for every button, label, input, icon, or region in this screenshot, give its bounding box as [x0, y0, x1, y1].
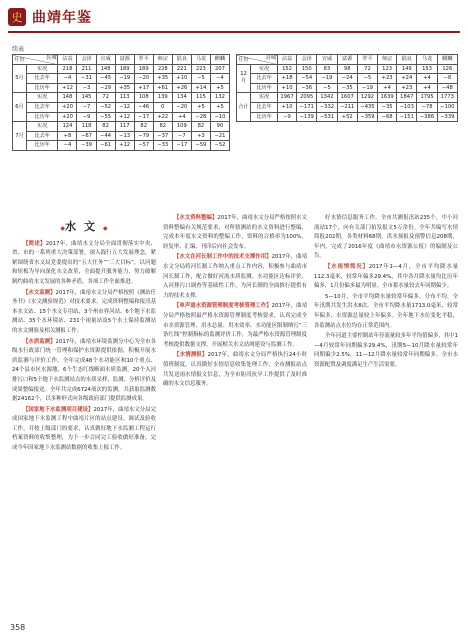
- value-cell: 90: [210, 122, 229, 132]
- value-cell: −7: [172, 131, 191, 141]
- value-cell: 189: [115, 64, 134, 74]
- paragraph-text: 2017年，曲靖分局严格按照最严格水资源管理制度考核要求，认真完成全市水资源管理、用水总量、用水效率、水功能区限制纳污“三条红线”控制指标的监测评价工作，为最严格水资源管理制度考核提供数据支撑，开展相关水文站网建设与监测工作。: [163, 303, 307, 348]
- column-header: 陆良: [397, 55, 417, 65]
- column-header: 会泽: [77, 55, 96, 65]
- table-row: [13, 141, 230, 151]
- value-cell: +26: [172, 83, 191, 93]
- value-cell: 82: [191, 122, 210, 132]
- value-cell: −45: [96, 74, 115, 84]
- column-header: 马龙: [191, 55, 210, 65]
- value-cell: −67: [77, 131, 96, 141]
- paragraph: [314, 332, 458, 370]
- value-cell: 223: [191, 64, 210, 74]
- value-cell: −12: [115, 102, 134, 112]
- column-header: 师宗: [378, 55, 397, 65]
- value-cell: +18: [278, 74, 297, 84]
- value-cell: +5: [191, 102, 210, 112]
- value-cell: −5: [317, 83, 337, 93]
- row-label-cell: 实况: [251, 64, 278, 74]
- value-cell: 207: [210, 64, 229, 74]
- value-cell: −19: [357, 83, 377, 93]
- value-cell: 108: [134, 93, 153, 103]
- value-cell: −54: [297, 74, 317, 84]
- header-rule: [8, 31, 460, 33]
- value-cell: 148: [96, 64, 115, 74]
- value-cell: 221: [172, 64, 191, 74]
- value-cell: 98: [337, 64, 357, 74]
- paragraph-text: 2017年，曲靖水文分局将河长制工作纳入重点工作内容，积极参与曲靖市河长制工作，配合做好河流水质监测、水功能区达标评价、入河排污口调查等基础性工作，为河长制的全面推行提供有力的技术支撑。: [163, 254, 307, 299]
- value-cell: +12: [115, 141, 134, 151]
- value-cell: −5: [357, 74, 377, 84]
- column-header: 宣威: [317, 55, 337, 65]
- yearbook-logo-icon: 史: [8, 8, 26, 26]
- paragraph-text: 2017年，曲靖水文分局完成国家地下水监测工程中曲靖片区的站点建设、调试及验收工作，并按上级部门的要求，认真做好地下水监测工程运行档案资料的收集整理，为下一步合同完工验收做好准备。完成今年国家地下水监测站数据的收集上报工作。: [12, 406, 156, 452]
- value-cell: +4: [417, 74, 437, 84]
- paragraph: [163, 214, 307, 252]
- page-number: 358: [10, 623, 26, 632]
- value-cell: 82: [134, 122, 153, 132]
- paragraph-heading: 【单声道水资源管理制度考核管理工作】: [174, 303, 272, 310]
- table-header-row: [237, 55, 458, 65]
- value-cell: +10: [278, 83, 297, 93]
- rainfall-table-right: [236, 54, 458, 122]
- paragraph-text: 2017年，曲靖水环境监测分中心为全市各级水行政部门统一管理和保护水资源提供依据，积极开展水质监测与评价工作。全年完成48个水功能区和10个重点、24个县市区水源地、6个生态红线断面水质监测，20个入河排污口和5个地下水监测站点的水质采样、监测、分析评价及成果整编报送。全年共完成6724项次的监测，共获取监测数据24162个，以多种形式向各级政府部门提供监测成果。: [12, 338, 156, 403]
- column-header: 会泽: [297, 55, 317, 65]
- value-cell: −5: [191, 74, 210, 84]
- table-row: [13, 112, 230, 122]
- value-cell: −57: [134, 141, 153, 151]
- value-cell: 134: [172, 93, 191, 103]
- value-cell: 1773: [437, 93, 457, 103]
- value-cell: −435: [357, 102, 377, 112]
- table-row: [13, 131, 230, 141]
- value-cell: −28: [191, 112, 210, 122]
- value-cell: 0: [153, 102, 172, 112]
- value-cell: −59: [191, 141, 210, 151]
- paragraph-text: 2017年1—4月，全市平均降水量112.3毫米，较常年偏多29.4%，其中各月降水量均比历年偏多，1月份偏多最为明显。全市蓄水量较去年同期偏少。: [314, 263, 458, 290]
- value-cell: −29: [96, 83, 115, 93]
- corner-label-county: 县城: [46, 55, 57, 61]
- paragraph-text: 2017年，曲靖水文分局严格执行24小时值班制度，认真做好水情信息收集处理工作，全市测报站点共发送雨水情报文信息，为全市防汛抗旱工作提供了及时准确的水文信息服务。: [163, 352, 307, 388]
- paragraph-heading: 【水文监测】: [23, 289, 56, 296]
- table-row: [13, 74, 230, 84]
- paragraph-heading: 【简述】: [23, 240, 46, 247]
- value-cell: 139: [153, 93, 172, 103]
- value-cell: −17: [134, 112, 153, 122]
- value-cell: −79: [134, 131, 153, 141]
- value-cell: 189: [134, 64, 153, 74]
- paragraph-text: 好水情信息服务工作。全市共测报汛站235个，中小河流站17个，向有关部门拍发报文5万余份。全年共编写水情简报202期，各类材料68期，洪水预报及预警信息208期，年内，完成了2016年度《曲靖市水资源公报》的编制及公告。: [314, 215, 458, 260]
- value-cell: −19: [317, 74, 337, 84]
- row-label-cell: 实况: [251, 93, 278, 103]
- value-cell: 123: [378, 64, 397, 74]
- value-cell: +61: [153, 83, 172, 93]
- value-cell: −9: [278, 112, 297, 122]
- value-cell: −33: [153, 141, 172, 151]
- value-cell: 1342: [317, 93, 337, 103]
- column-header: 沾益: [278, 55, 297, 65]
- row-label-cell: 比去年: [251, 74, 278, 84]
- value-cell: 149: [397, 64, 417, 74]
- table-row: [237, 102, 458, 112]
- text-column-1: [12, 214, 156, 455]
- column-header: 师宗: [153, 55, 172, 65]
- table-corner-cell: [13, 55, 58, 65]
- table-corner-cell: [237, 55, 278, 65]
- value-cell: 228: [153, 64, 172, 74]
- paragraph: [12, 289, 156, 337]
- value-cell: 1795: [417, 93, 437, 103]
- table-header-row: [13, 55, 230, 65]
- value-cell: +35: [115, 83, 134, 93]
- month-cell: 7月: [13, 122, 27, 151]
- value-cell: −52: [210, 141, 229, 151]
- value-cell: −13: [115, 131, 134, 141]
- paragraph-text: 全年河道主要控制站年径流量较多年平均值偏多，其中1—4月较常年同期偏多29.4%，汛期5—10月降水量较常年同期偏少2.5%，11—12月降水量较常年同期偏多。全市水资源配置及调度满足生产生活需要。: [314, 333, 458, 368]
- value-cell: 72: [96, 93, 115, 103]
- paragraph-heading: 【水雨情简况】: [325, 263, 369, 270]
- row-label-cell: 实况: [27, 122, 58, 132]
- value-cell: +14: [191, 83, 210, 93]
- paragraph-heading: 【水文在河长制工作中的技术支撑作用】: [174, 254, 272, 261]
- value-cell: +24: [397, 74, 417, 84]
- value-cell: 82: [96, 122, 115, 132]
- table-row: [13, 93, 230, 103]
- value-cell: 148: [58, 93, 77, 103]
- value-cell: 83: [317, 64, 337, 74]
- value-cell: 150: [297, 64, 317, 74]
- value-cell: +5: [210, 102, 229, 112]
- value-cell: −61: [96, 141, 115, 151]
- value-cell: −44: [96, 131, 115, 141]
- value-cell: 1292: [357, 93, 377, 103]
- value-cell: 1639: [378, 93, 397, 103]
- value-cell: −339: [437, 112, 457, 122]
- value-cell: +3: [191, 131, 210, 141]
- paragraph-heading: 【国家地下水监测项目建设】: [23, 406, 94, 413]
- month-cell: 6月: [13, 93, 27, 122]
- column-header: 沾益: [58, 55, 77, 65]
- value-cell: −3: [77, 83, 96, 93]
- row-label-cell: 比历年: [251, 83, 278, 93]
- section-deco-right-icon: ◆: [103, 225, 108, 232]
- value-cell: +8: [58, 131, 77, 141]
- value-cell: 152: [278, 64, 297, 74]
- table-row: [237, 83, 458, 93]
- value-cell: +20: [58, 112, 77, 122]
- value-cell: 124: [58, 122, 77, 132]
- paragraph: [314, 263, 458, 292]
- value-cell: +23: [397, 83, 417, 93]
- section-title: ◆水文◆: [60, 220, 108, 233]
- value-cell: −151: [397, 112, 417, 122]
- value-cell: −46: [134, 102, 153, 112]
- paragraph: [314, 293, 458, 331]
- paragraph: [163, 302, 307, 350]
- paragraph: [314, 214, 458, 262]
- value-cell: −31: [77, 74, 96, 84]
- column-header: 陆良: [172, 55, 191, 65]
- paragraph: [12, 240, 156, 288]
- value-cell: +12: [58, 83, 77, 93]
- value-cell: −4: [210, 74, 229, 84]
- rainfall-table-left: [12, 54, 230, 151]
- value-cell: 118: [77, 122, 96, 132]
- corner-label-month: 月份: [238, 56, 249, 63]
- value-cell: −10: [210, 112, 229, 122]
- column-header: 麒麟: [437, 55, 457, 65]
- row-label-cell: 比历年: [27, 112, 58, 122]
- table-row: [237, 93, 458, 103]
- value-cell: −211: [337, 102, 357, 112]
- value-cell: 1847: [397, 93, 417, 103]
- value-cell: −20: [134, 74, 153, 84]
- text-column-2: [163, 214, 307, 391]
- value-cell: −359: [357, 112, 377, 122]
- value-cell: −103: [397, 102, 417, 112]
- value-cell: +10: [172, 74, 191, 84]
- value-cell: −332: [317, 102, 337, 112]
- value-cell: +22: [153, 112, 172, 122]
- table-row: [13, 102, 230, 112]
- paragraph: [163, 351, 307, 389]
- value-cell: −4: [58, 141, 77, 151]
- column-header: 富源: [337, 55, 357, 65]
- row-label-cell: 比历年: [27, 141, 58, 151]
- column-header: 罗平: [357, 55, 377, 65]
- value-cell: −9: [77, 112, 96, 122]
- value-cell: −52: [96, 102, 115, 112]
- value-cell: +5: [210, 83, 229, 93]
- value-cell: −4: [58, 74, 77, 84]
- value-cell: 109: [172, 122, 191, 132]
- value-cell: 218: [58, 64, 77, 74]
- table-row: [13, 64, 230, 74]
- section-deco-left-icon: ◆: [60, 225, 65, 232]
- value-cell: −19: [115, 74, 134, 84]
- paragraph-text: 2017年，曲靖水文分局全面贯彻落实中央、省、市的一系列重大决策部署，深入践行五大发展理念，紧紧围绕省水文局党委提出的“五大任务”“三大目标”，以问题和短板为导向深化水文改革，全面提升服务能力，努力破解制约曲靖水文发展的各种矛盾，各项工作全面推进。: [12, 240, 156, 285]
- yearbook-title: 曲靖年鉴: [32, 10, 92, 26]
- value-cell: −171: [297, 102, 317, 112]
- value-cell: −8: [437, 74, 457, 84]
- value-cell: +23: [378, 74, 397, 84]
- row-label-cell: 实况: [27, 64, 58, 74]
- value-cell: −531: [317, 112, 337, 122]
- column-header: 罗平: [134, 55, 153, 65]
- paragraph-text: 5—10月，全市平均降水量较常年偏多，分布不均，全年汛期共发生洪水8次。全市平均降水量1713.0毫米，较常年偏多，水资源总量较上年偏多。全年地下水位变化平稳，各监测站点水位均在正常范围内。: [314, 293, 458, 329]
- row-label-cell: 实况: [27, 93, 58, 103]
- value-cell: −100: [437, 102, 457, 112]
- paragraph: [12, 406, 156, 454]
- column-header: 富源: [115, 55, 134, 65]
- month-cell: 5月: [13, 64, 27, 93]
- value-cell: 117: [115, 122, 134, 132]
- value-cell: 2095: [297, 93, 317, 103]
- row-label-cell: 比去年: [27, 74, 58, 84]
- column-header: 宣威: [96, 55, 115, 65]
- value-cell: −68: [378, 112, 397, 122]
- value-cell: +4: [378, 83, 397, 93]
- value-cell: 145: [77, 93, 96, 103]
- table-row: [13, 122, 230, 132]
- value-cell: −35: [337, 83, 357, 93]
- paragraph: [163, 253, 307, 301]
- value-cell: 1967: [278, 93, 297, 103]
- value-cell: 1607: [337, 93, 357, 103]
- paragraph-heading: 【水文资料整编】: [174, 215, 218, 221]
- value-cell: 82: [153, 122, 172, 132]
- value-cell: −36: [297, 83, 317, 93]
- value-cell: −17: [172, 141, 191, 151]
- row-label-cell: 比去年: [27, 131, 58, 141]
- value-cell: +4: [417, 83, 437, 93]
- value-cell: 115: [191, 93, 210, 103]
- row-label-cell: 比历年: [251, 112, 278, 122]
- paragraph-text: 2017年，曲靖水文分局严格按照《测站任务书》《水文测验规范》对技术要求，完成资料整编和报汛基本水文站、15个水文专用站、3个州市界河站、6个地下水监测站、35个水环境站、231个雨量站及5个水土保持监测站的水文测验及相关测报工作。: [12, 289, 156, 334]
- value-cell: −386: [417, 112, 437, 122]
- paragraph: [12, 338, 156, 405]
- value-cell: −55: [96, 112, 115, 122]
- value-cell: −37: [153, 131, 172, 141]
- value-cell: +10: [278, 102, 297, 112]
- value-cell: −39: [77, 141, 96, 151]
- table-row: [237, 112, 458, 122]
- page-header: [8, 7, 92, 27]
- value-cell: −21: [210, 131, 229, 141]
- text-column-3: [314, 214, 458, 372]
- column-header: 马龙: [417, 55, 437, 65]
- value-cell: +52: [337, 112, 357, 122]
- column-header: 麒麟: [210, 55, 229, 65]
- value-cell: 211: [77, 64, 96, 74]
- paragraph-heading: 【水情测报】: [174, 352, 208, 359]
- corner-label-month: 月份: [14, 56, 25, 63]
- row-label-cell: 比去年: [27, 102, 58, 112]
- paragraph-text: 2017年，曲靖水文分局严格按照水文资料整编有关规范要求，对所辖测站的水文资料进行整编，完成本年度水文资料的整编工作，资料的合格率为100%，经复审、汇编、刊印后向社会发布。: [163, 215, 307, 250]
- value-cell: −7: [77, 102, 96, 112]
- row-label-cell: 比去年: [251, 102, 278, 112]
- month-cell: 12月: [237, 64, 251, 93]
- value-cell: 113: [115, 93, 134, 103]
- month-cell: 合计: [237, 93, 251, 122]
- value-cell: 132: [210, 93, 229, 103]
- paragraph-heading: 【水质监测】: [23, 338, 56, 345]
- table-caption: 续表: [12, 46, 25, 53]
- value-cell: 72: [357, 64, 377, 74]
- table-row: [237, 74, 458, 84]
- value-cell: 126: [437, 64, 457, 74]
- value-cell: −20: [172, 102, 191, 112]
- value-cell: +4: [172, 112, 191, 122]
- table-row: [237, 64, 458, 74]
- value-cell: +17: [134, 83, 153, 93]
- value-cell: −48: [437, 83, 457, 93]
- value-cell: −24: [337, 74, 357, 84]
- row-label-cell: 比历年: [27, 83, 58, 93]
- value-cell: +12: [115, 112, 134, 122]
- value-cell: +20: [58, 102, 77, 112]
- value-cell: −139: [297, 112, 317, 122]
- table-row: [13, 83, 230, 93]
- value-cell: −35: [378, 102, 397, 112]
- value-cell: +35: [153, 74, 172, 84]
- corner-label-county: 县城: [265, 55, 277, 61]
- value-cell: −78: [417, 102, 437, 112]
- value-cell: 153: [417, 64, 437, 74]
